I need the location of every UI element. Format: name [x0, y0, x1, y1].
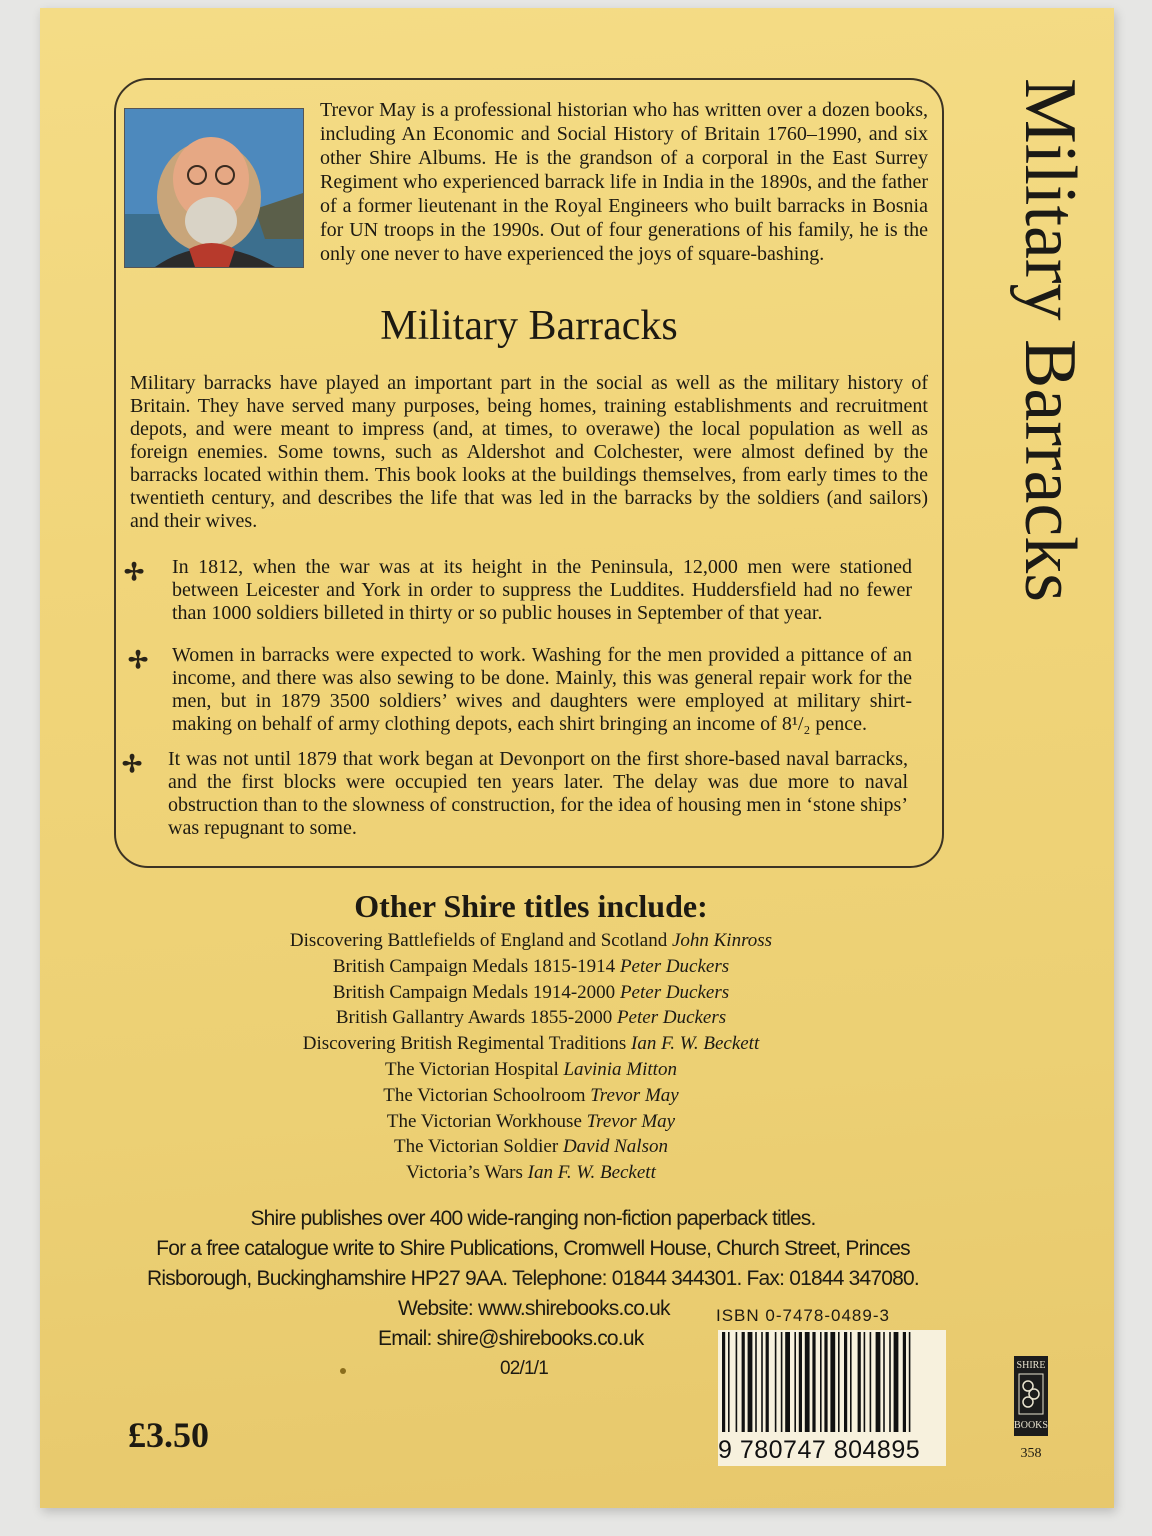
- list-item-title: The Victorian Schoolroom: [383, 1084, 586, 1106]
- list-item: [116, 1083, 946, 1109]
- list-item-title: British Gallantry Awards 1855-2000: [335, 1007, 613, 1029]
- list-item-author: Trevor May: [586, 1110, 676, 1132]
- list-item-author: Lavinia Mitton: [563, 1058, 677, 1080]
- author-bio: Trevor May is a professional historian who has written over a dozen books, including An Economic and Social History of Britain 1760–1990, and six other Shire Albums. He is the grandson of a corporal in the East Surrey Regiment who experienced barrack life in India in the 1890s, and the father of a former lieutenant in the Royal Engineers who built barracks in Bosnia for UN troops in the 1990s. Out of four generations of his family, he is the only one never to have experienced the joys of square-bashing.: [320, 99, 928, 265]
- series-number: 358: [1020, 1446, 1042, 1461]
- list-item-title: The Victorian Hospital: [385, 1058, 559, 1080]
- cross-icon: ✢: [128, 648, 149, 674]
- shire-books-logo: [1014, 1356, 1048, 1436]
- list-item: [116, 1160, 946, 1186]
- list-item-title: The Victorian Workhouse: [386, 1110, 582, 1132]
- fact-paragraph: In 1812, when the war was at its height in the Peninsula, 12,000 men were stationed between Leicester and York in order to suppress the Luddites. Huddersfield had no fewer than 1000 soldiers billeted in thirty or so public houses in September of that year.: [172, 556, 912, 624]
- list-item: [116, 1031, 946, 1057]
- list-item-author: David Nalson: [562, 1136, 668, 1158]
- barcode-digits: 9 780747 804895: [718, 1436, 921, 1464]
- list-item-title: Discovering Battlefields of England and Scotland: [289, 930, 668, 951]
- cross-icon: ✢: [122, 752, 143, 778]
- list-item-author: Ian F. W. Beckett: [631, 1033, 760, 1055]
- shire-books-emblem-icon: [1016, 1372, 1046, 1416]
- book-title: Military Barracks: [380, 303, 678, 349]
- list-item-author: John Kinross: [671, 930, 773, 951]
- fact-paragraph: It was not until 1879 that work began at Devonport on the first shore-based naval barracks, and the first blocks were occupied ten years later. The delay was due more to naval obstruction than to the slowness of construction, for the idea of housing men in ‘stone ships’ was repugnant to some.: [168, 748, 908, 839]
- list-item-author: Trevor May: [590, 1084, 679, 1106]
- barcode-icon: [718, 1330, 946, 1434]
- list-item-author: Peter Duckers: [619, 955, 730, 977]
- list-item-author: Peter Duckers: [619, 981, 730, 1003]
- fact-paragraph: Women in barracks were expected to work. Washing for the men provided a pittance of an income, and there was also sewing to be done. Mainly, this was general repair work for the men, but in 1879 3500 soldiers’ wives and daughters were employed at military shirt-making on behalf of army clothing depots, each shirt bringing an income of 8¹/₂ pence.: [172, 644, 912, 735]
- list-item: [116, 928, 946, 954]
- list-item: [116, 980, 946, 1006]
- list-item-title: British Campaign Medals 1815-1914: [332, 955, 616, 977]
- publisher-code: 02/1/1: [500, 1358, 549, 1379]
- list-item-title: British Campaign Medals 1914-2000: [332, 981, 616, 1003]
- list-item-author: Peter Duckers: [616, 1007, 727, 1029]
- print-dot: [340, 1368, 346, 1374]
- list-item-title: Victoria’s Wars: [406, 1162, 523, 1184]
- logo-top-text: SHIRE: [1016, 1360, 1046, 1371]
- publisher-website: Website: www.shirebooks.co.uk: [398, 1297, 670, 1320]
- list-item-author: Ian F. W. Beckett: [527, 1162, 656, 1184]
- list-item: [116, 1005, 946, 1031]
- publisher-email: Email: shire@shirebooks.co.uk: [378, 1327, 644, 1350]
- cross-icon: ✢: [124, 560, 145, 586]
- logo-bottom-text: BOOKS: [1014, 1420, 1048, 1431]
- list-item: [116, 1134, 946, 1160]
- publisher-line: Risborough, Buckinghamshire HP27 9AA. Telephone: 01844 344301. Fax: 01844 347080.: [147, 1267, 919, 1290]
- author-portrait: [124, 108, 304, 268]
- list-item-title: Discovering British Regimental Traditions: [302, 1033, 627, 1055]
- other-titles-heading: Other Shire titles include:: [354, 888, 708, 924]
- spine-title: Military Barracks: [1009, 78, 1091, 602]
- book-intro: Military barracks have played an important part in the social as well as the military history of Britain. They have served many purposes, being homes, training establishments and recruitment depots, and were meant to impress (and, at times, to overawe) the local population as well as foreign enemies. Some towns, such as Aldershot and Colchester, were almost defined by the barracks located within them. This book looks at the buildings themselves, from early times to the twentieth century, and describes the life that was led in the barracks by the soldiers (and sailors) and their wives.: [130, 372, 928, 532]
- publisher-line: For a free catalogue write to Shire Publications, Cromwell House, Church Street, Princes: [156, 1237, 910, 1260]
- list-item: [116, 1109, 946, 1135]
- list-item: [116, 1057, 946, 1083]
- publisher-line: Shire publishes over 400 wide-ranging non-fiction paperback titles.: [250, 1207, 816, 1230]
- other-titles-list: [116, 928, 946, 1186]
- list-item: [116, 954, 946, 980]
- price-label: £3.50: [128, 1415, 209, 1455]
- author-portrait-icon: [125, 109, 303, 267]
- list-item-title: The Victorian Soldier: [394, 1136, 559, 1158]
- isbn-label: ISBN 0-7478-0489-3: [716, 1306, 890, 1325]
